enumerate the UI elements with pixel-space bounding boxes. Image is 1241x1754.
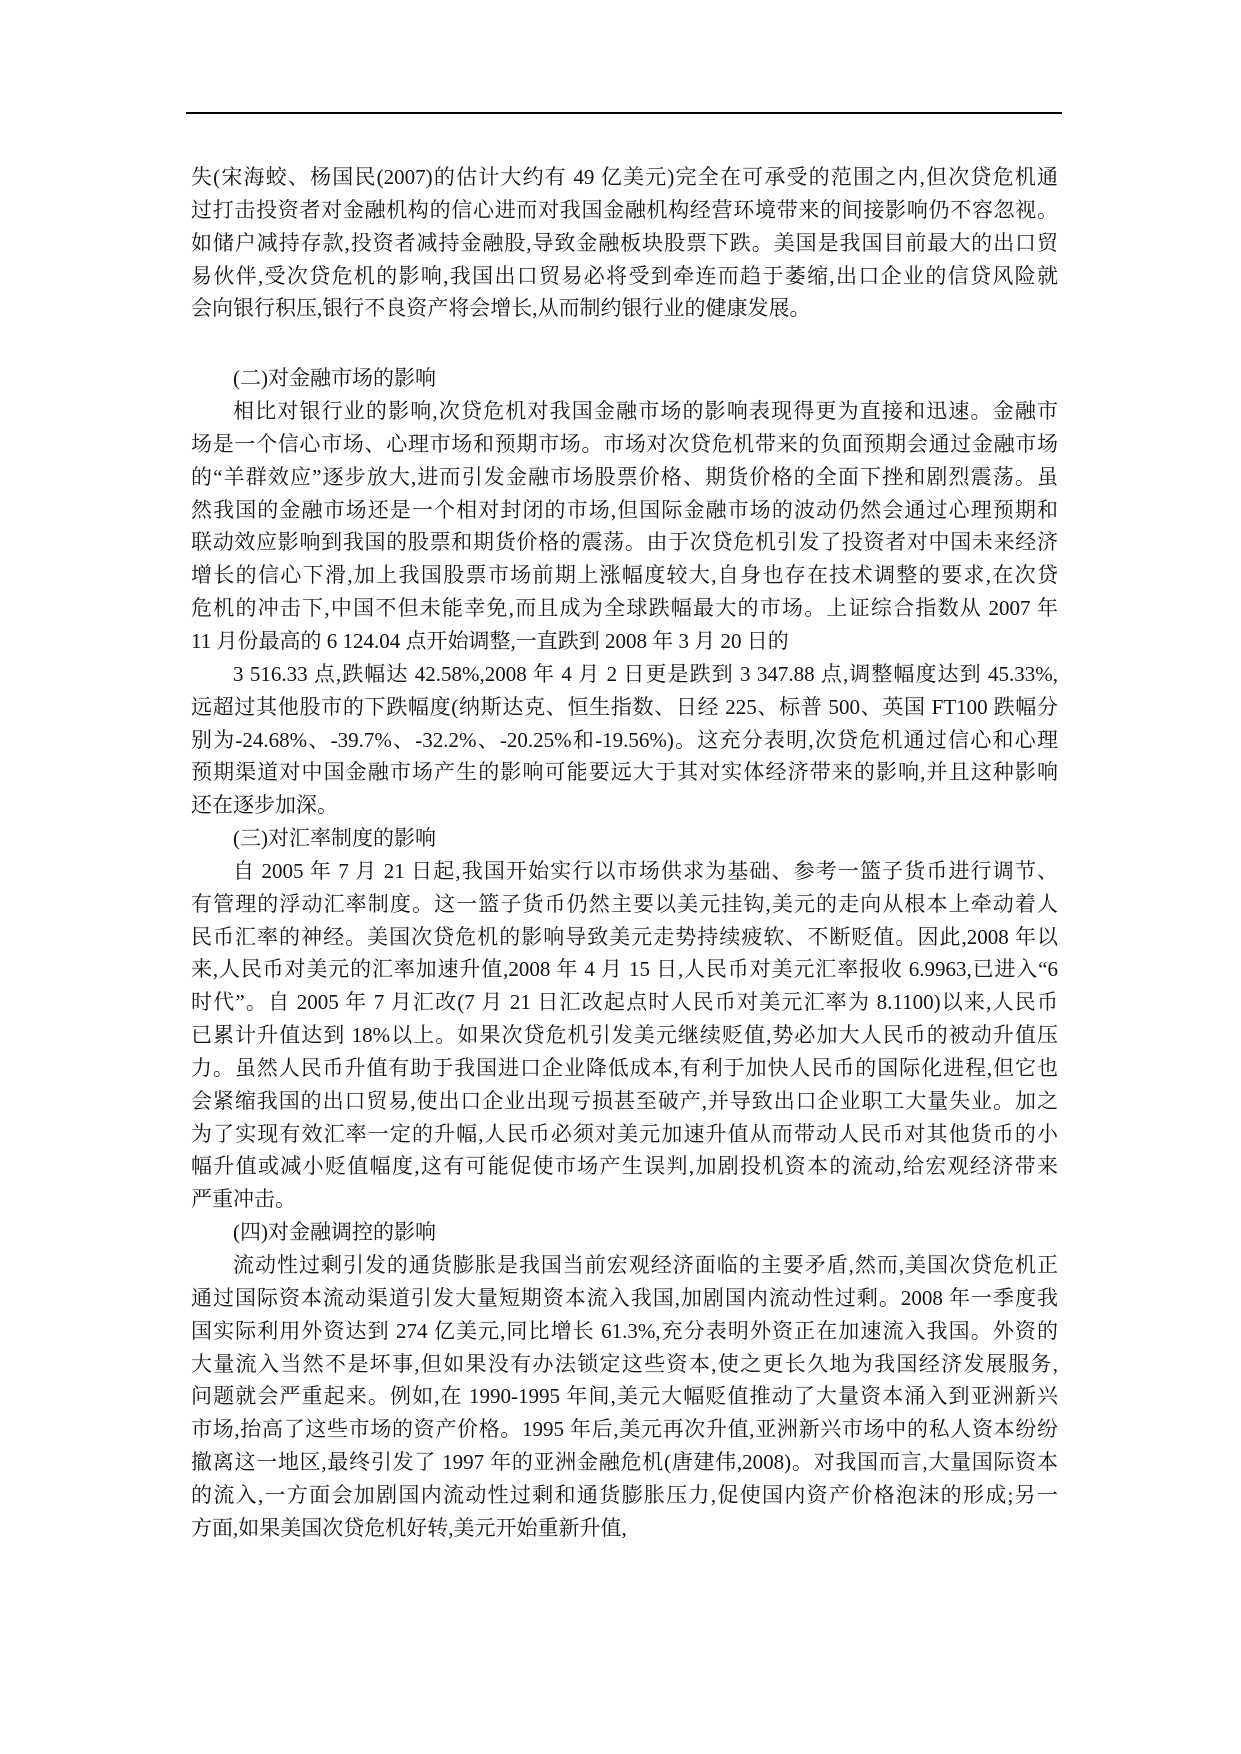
text-line: 问题就会严重起来。例如,在 1990-1995 年间,美元大幅贬值推动了大量资本涌入到亚洲新兴: [191, 1384, 1058, 1409]
text-line: 会向银行积压,银行不良资产将会增长,从而制约银行业的健康发展。: [191, 296, 811, 321]
text-line: 来,人民币对美元的汇率加速升值,2008 年 4 月 15 日,人民币对美元汇率报收 6.9963,已进入“6: [191, 957, 1058, 982]
text-line: 联动效应影响到我国的股票和期货价格的震荡。由于次贷危机引发了投资者对中国未来经济: [191, 530, 1058, 555]
text-line: 场是一个信心市场、心理市场和预期市场。市场对次贷危机带来的负面预期会通过金融市场: [191, 431, 1058, 456]
text-line: 易伙伴,受次贷危机的影响,我国出口贸易必将受到牵连而趋于萎缩,出口企业的信贷风险就: [191, 263, 1058, 288]
text-line: 市场,抬高了这些市场的资产价格。1995 年后,美元再次升值,亚洲新兴市场中的私人资本纷纷: [191, 1417, 1058, 1442]
body-paragraph: [191, 395, 1058, 658]
text-line: 如储户减持存款,投资者减持金融股,导致金融板块股票下跌。美国是我国目前最大的出口贸: [191, 230, 1058, 255]
body-paragraph: [191, 1249, 1058, 1545]
text-line: 预期渠道对中国金融市场产生的影响可能要远大于其对实体经济带来的影响,并且这种影响: [191, 760, 1058, 785]
text-line: 通过国际资本流动渠道引发大量短期资本流入我国,加剧国内流动性过剩。2008 年一季度我: [191, 1285, 1058, 1310]
body-paragraph: [191, 161, 1058, 325]
text-line: 有管理的浮动汇率制度。这一篮子货币仍然主要以美元挂钩,美元的走向从根本上牵动着人: [191, 891, 1058, 916]
text-line: 别为-24.68%、-39.7%、-32.2%、-20.25%和-19.56%)。这充分表明,次贷危机通过信心和心理: [191, 727, 1058, 752]
text-line: 远超过其他股市的下跌幅度(纳斯达克、恒生指数、日经 225、标普 500、英国 FT100 跌幅分: [191, 694, 1058, 719]
text-line: 危机的冲击下,中国不但未能幸免,而且成为全球跌幅最大的市场。上证综合指数从 2007 年: [191, 596, 1058, 621]
text-line: 的“羊群效应”逐步放大,进而引发金融市场股票价格、期货价格的全面下挫和剧烈震荡。虽: [191, 464, 1058, 489]
text-line: 国实际利用外资达到 274 亿美元,同比增长 61.3%,充分表明外资正在加速流入我国。外资的: [191, 1318, 1058, 1343]
text-line: 已累计升值达到 18%以上。如果次贷危机引发美元继续贬值,势必加大人民币的被动升值压: [191, 1023, 1058, 1048]
text-line: 增长的信心下滑,加上我国股票市场前期上涨幅度较大,自身也存在技术调整的要求,在次贷: [191, 563, 1058, 588]
text-line: 还在逐步加深。: [191, 793, 338, 818]
text-line: 时代”。自 2005 年 7 月汇改(7 月 21 日汇改起点时人民币对美元汇率为 8.1100)以来,人民币: [191, 990, 1058, 1015]
section-heading: (四)对金融调控的影响: [233, 1220, 436, 1245]
body-paragraph: [191, 658, 1058, 822]
text-line: 自 2005 年 7 月 21 日起,我国开始实行以市场供求为基础、参考一篮子货币进行调节、: [233, 858, 1058, 883]
text-line: 幅升值或减小贬值幅度,这有可能促使市场产生误判,加剧投机资本的流动,给宏观经济带来: [191, 1154, 1058, 1179]
text-line: 为了实现有效汇率一定的升幅,人民币必须对美元加速升值从而带动人民币对其他货币的小: [191, 1121, 1058, 1146]
document-body: [191, 161, 1058, 1545]
text-line: 会紧缩我国的出口贸易,使出口企业出现亏损甚至破产,并导致出口企业职工大量失业。加之: [191, 1088, 1058, 1113]
section-heading: (三)对汇率制度的影响: [233, 826, 436, 851]
text-line: 撤离这一地区,最终引发了 1997 年的亚洲金融危机(唐建伟,2008)。对我国而言,大量国际资本: [191, 1450, 1058, 1475]
text-line: 然我国的金融市场还是一个相对封闭的市场,但国际金融市场的波动仍然会通过心理预期和: [191, 497, 1058, 522]
text-line: 方面,如果美国次贷危机好转,美元开始重新升值,: [191, 1515, 627, 1540]
text-line: 的流入,一方面会加剧国内流动性过剩和通货膨胀压力,促使国内资产价格泡沫的形成;另一: [191, 1482, 1058, 1507]
text-line: 11 月份最高的 6 124.04 点开始调整,一直跌到 2008 年 3 月 20 日的: [191, 628, 789, 653]
text-line: 过打击投资者对金融机构的信心进而对我国金融机构经营环境带来的间接影响仍不容忽视。: [191, 197, 1058, 222]
text-line: 力。虽然人民币升值有助于我国进口企业降低成本,有利于加快人民币的国际化进程,但它也: [191, 1055, 1058, 1080]
text-line: 相比对银行业的影响,次贷危机对我国金融市场的影响表现得更为直接和迅速。金融市: [233, 399, 1058, 424]
text-line: 失(宋海蛟、杨国民(2007)的估计大约有 49 亿美元)完全在可承受的范围之内,但次贷危机通: [191, 165, 1058, 189]
text-line: 严重冲击。: [191, 1187, 296, 1212]
text-line: 大量流入当然不是坏事,但如果没有办法锁定这些资本,使之更长久地为我国经济发展服务,: [191, 1351, 1058, 1376]
section-heading: (二)对金融市场的影响: [233, 366, 436, 391]
text-line: 3 516.33 点,跌幅达 42.58%,2008 年 4 月 2 日更是跌到 3 347.88 点,调整幅度达到 45.33%,: [233, 661, 1058, 686]
body-paragraph: [191, 855, 1058, 1216]
text-line: 民币汇率的神经。美国次贷危机的影响导致美元走势持续疲软、不断贬值。因此,2008 年以: [191, 924, 1058, 949]
text-line: 流动性过剩引发的通货膨胀是我国当前宏观经济面临的主要矛盾,然而,美国次贷危机正: [233, 1253, 1058, 1277]
header-rule: [186, 112, 1062, 114]
